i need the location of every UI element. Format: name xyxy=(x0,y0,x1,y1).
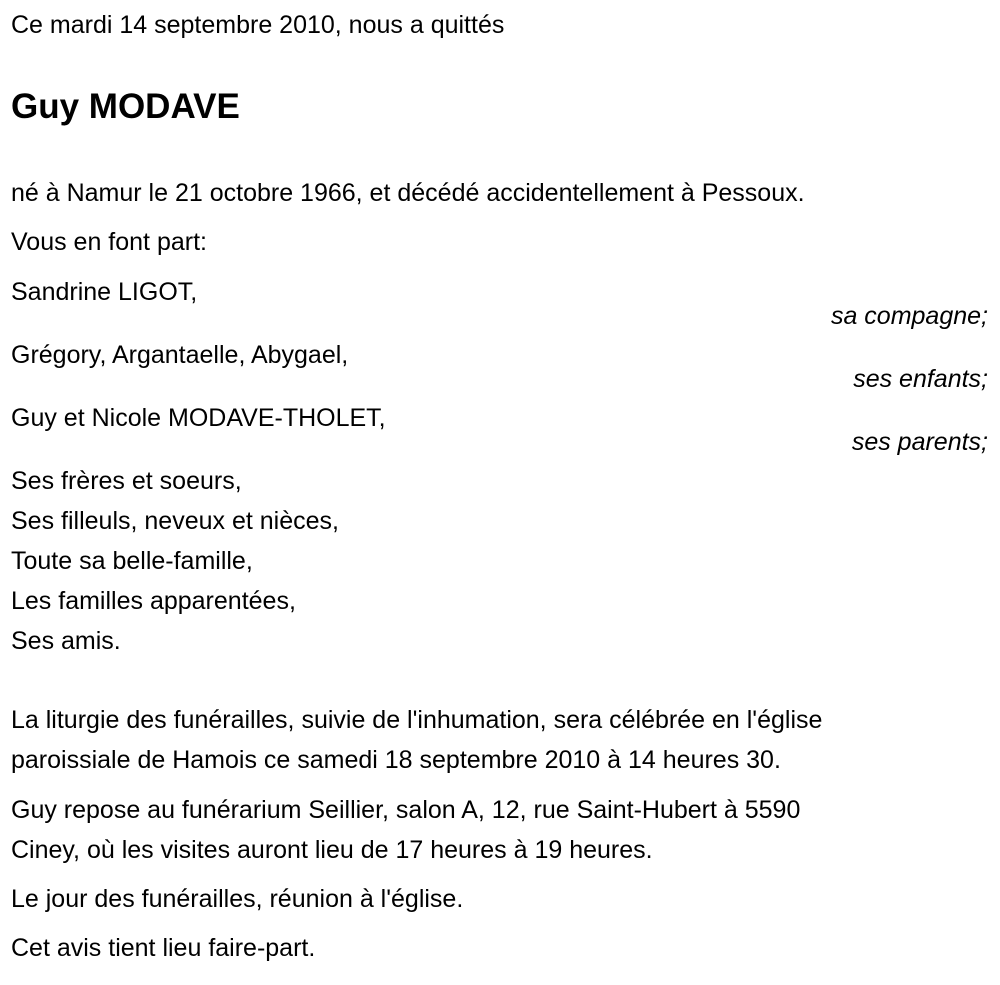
birth-text: né à Namur le 21 octobre 1966, et décédé accidentellement à Pessoux. xyxy=(11,179,805,207)
meeting-text: Le jour des funérailles, réunion à l'église. xyxy=(11,885,464,913)
deceased-name: Guy MODAVE xyxy=(11,87,240,126)
other-relatives: Toute sa belle-famille, xyxy=(11,547,253,575)
other-relatives: Ses frères et soeurs, xyxy=(11,467,242,495)
rest-text: Guy repose au funérarium Seillier, salon A, 12, rue Saint-Hubert à 5590 xyxy=(11,796,801,824)
relative-name: Grégory, Argantaelle, Abygael, xyxy=(11,341,349,369)
relative-relation: ses enfants; xyxy=(853,365,988,393)
other-relatives: Les familles apparentées, xyxy=(11,587,296,615)
relative-name: Guy et Nicole MODAVE-THOLET, xyxy=(11,404,386,432)
relative-relation: sa compagne; xyxy=(830,302,988,330)
rest-text: Ciney, où les visites auront lieu de 17 heures à 19 heures. xyxy=(11,836,653,864)
relative-relation: ses parents; xyxy=(851,428,988,456)
announce-text: Vous en font part: xyxy=(11,228,207,256)
relative-name: Sandrine LIGOT, xyxy=(11,278,198,306)
other-relatives: Ses filleuls, neveux et nièces, xyxy=(11,507,339,535)
liturgy-text: La liturgie des funérailles, suivie de l'inhumation, sera célébrée en l'église xyxy=(11,706,823,734)
notice-text: Cet avis tient lieu faire-part. xyxy=(11,934,316,962)
liturgy-text: paroissiale de Hamois ce samedi 18 septembre 2010 à 14 heures 30. xyxy=(11,746,781,774)
intro-text: Ce mardi 14 septembre 2010, nous a quittés xyxy=(11,11,505,39)
other-relatives: Ses amis. xyxy=(11,627,121,655)
